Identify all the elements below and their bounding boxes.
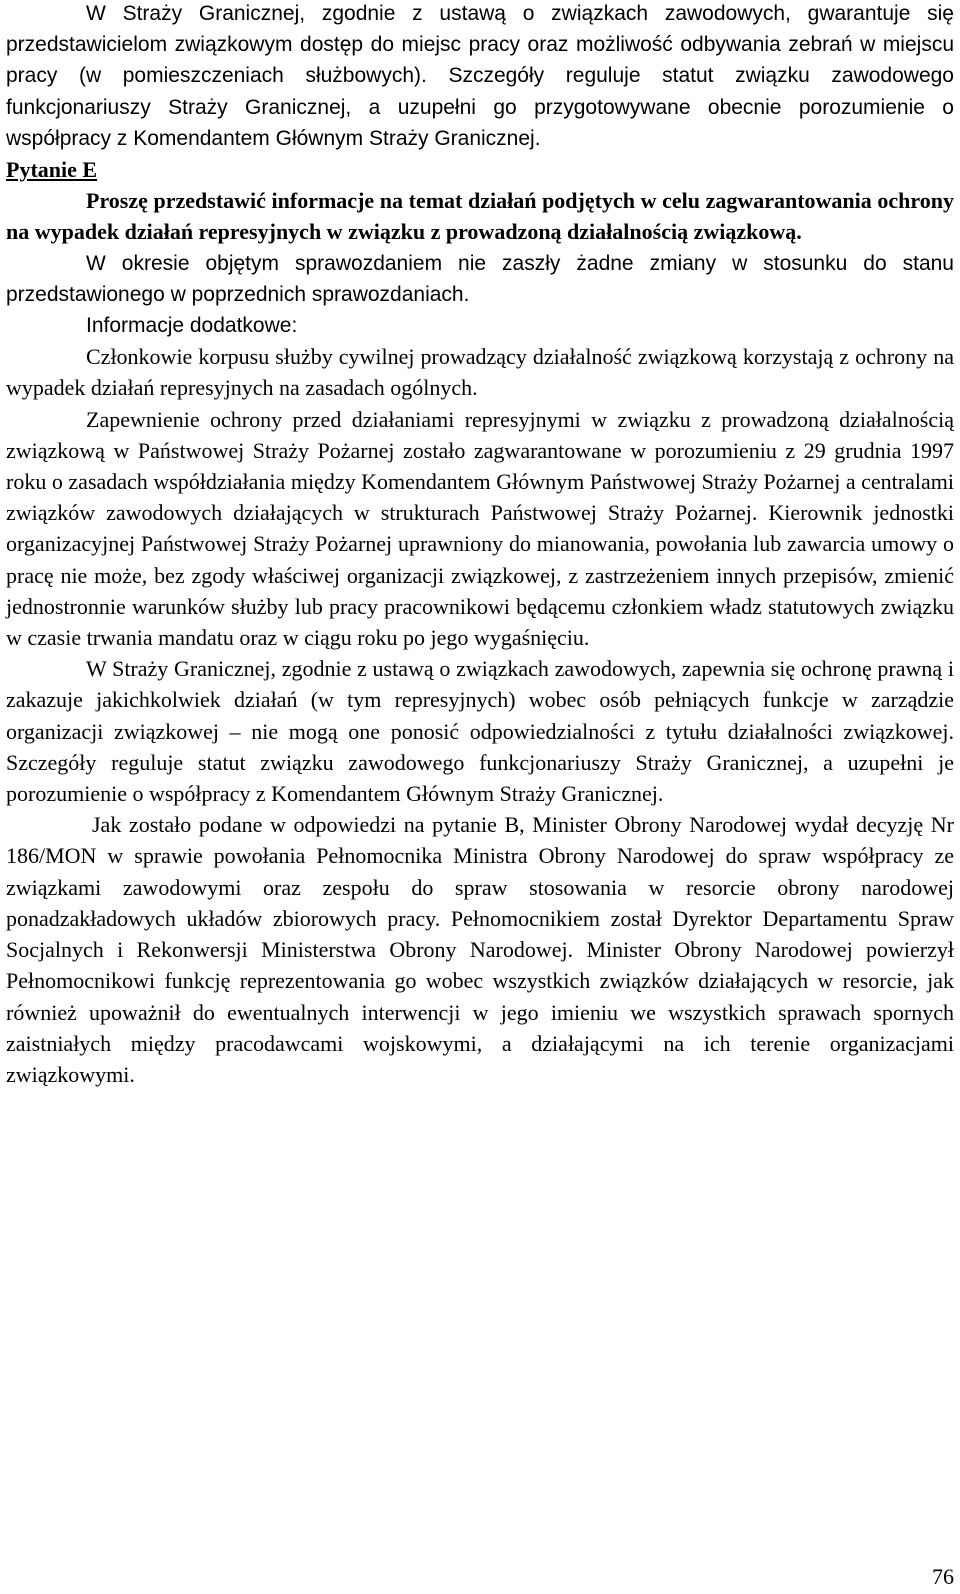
- section-heading: Pytanie E: [6, 157, 98, 183]
- question-text: Proszę przedstawić informacje na temat działań podjętych w celu zagwarantowania ochrony na wypadek działań represyjnych w związku z prowadzoną działalnością związkową.: [6, 188, 954, 245]
- additional-info-label: Informacje dodatkowe:: [86, 314, 298, 338]
- paragraph-border-guard-protection: W Straży Granicznej, zgodnie z ustawą o związkach zawodowych, zapewnia się ochronę prawną i zakazuje jakichkolwiek działań (w tym represyjnych) wobec osób pełniących funkcje w zarządzie organizacji związkowej – nie mogą one ponosić odpowiedzialności z tytułu działalności związkowej. Szczegóły reguluje statut związku zawodowego funkcjonariuszy Straży Granicznej, a uzupełni je porozumienie o współpracy z Komendantem Głównym Straży Granicznej.: [6, 656, 954, 807]
- paragraph-defence-ministry: Jak zostało podane w odpowiedzi na pytanie B, Minister Obrony Narodowej wydał decyzję Nr 186/MON w sprawie powołania Pełnomocnika Ministra Obrony Narodowej do spraw współpracy ze związkami zawodowymi oraz zespołu do spraw stosowania w resorcie obrony narodowej ponadzakładowych układów zbiorowych pracy. Pełnomocnikiem został Dyrektor Departamentu Spraw Socjalnych i Rekonwersji Ministerstwa Obrony Narodowej. Minister Obrony Narodowej powierzył Pełnomocnikowi funkcję reprezentowania go wobec wszystkich związków działających w resorcie, jak również upoważnił do ewentualnych interwencji w jego imieniu we wszystkich sprawach spornych zaistniałych między pracodawcami wojskowymi, a działającymi na ich terenie organizacjami związkowymi.: [6, 812, 954, 1087]
- page-number: 76: [932, 1564, 954, 1589]
- paragraph-fire-service: Zapewnienie ochrony przed działaniami represyjnymi w związku z prowadzoną działalnością związkową w Państwowej Straży Pożarnej zostało zagwarantowane w porozumieniu z 29 grudnia 1997 roku o zasadach współdziałania między Komendantem Głównym Państwowej Straży Pożarnej a centralami związków zawodowych działających w strukturach Państwowej Straży Pożarnej. Kierownik jednostki organizacyjnej Państwowej Straży Pożarnej uprawniony do mianowania, powołania lub zawarcia umowy o pracę nie może, bez zgody właściwej organizacji związkowej, z zastrzeżeniem innych przepisów, zmienić jednostronnie warunków służby lub pracy pracownikowi będącemu członkiem władz statutowych związku w czasie trwania mandatu oraz w ciągu roku po jego wygaśnięciu.: [6, 406, 954, 651]
- paragraph-civil-service: Członkowie korpusu służby cywilnej prowadzący działalność związkową korzystają z ochrony na wypadek działań represyjnych na zasadach ogólnych.: [6, 344, 954, 401]
- paragraph-no-changes: W okresie objętym sprawozdaniem nie zaszły żadne zmiany w stosunku do stanu przedstawionego w poprzednich sprawozdaniach.: [6, 251, 954, 306]
- paragraph-border-guard-access: W Straży Granicznej, zgodnie z ustawą o związkach zawodowych, gwarantuje się przedstawicielom związkowym dostęp do miejsc pracy oraz możliwość odbywania zebrań w miejscu pracy (w pomieszczeniach służbowych). Szczegóły reguluje statut związku zawodowego funkcjonariuszy Straży Granicznej, a uzupełni go przygotowywane obecnie porozumienie o współpracy z Komendantem Głównym Straży Granicznej.: [6, 2, 954, 150]
- document-page: [6, 0, 954, 1090]
